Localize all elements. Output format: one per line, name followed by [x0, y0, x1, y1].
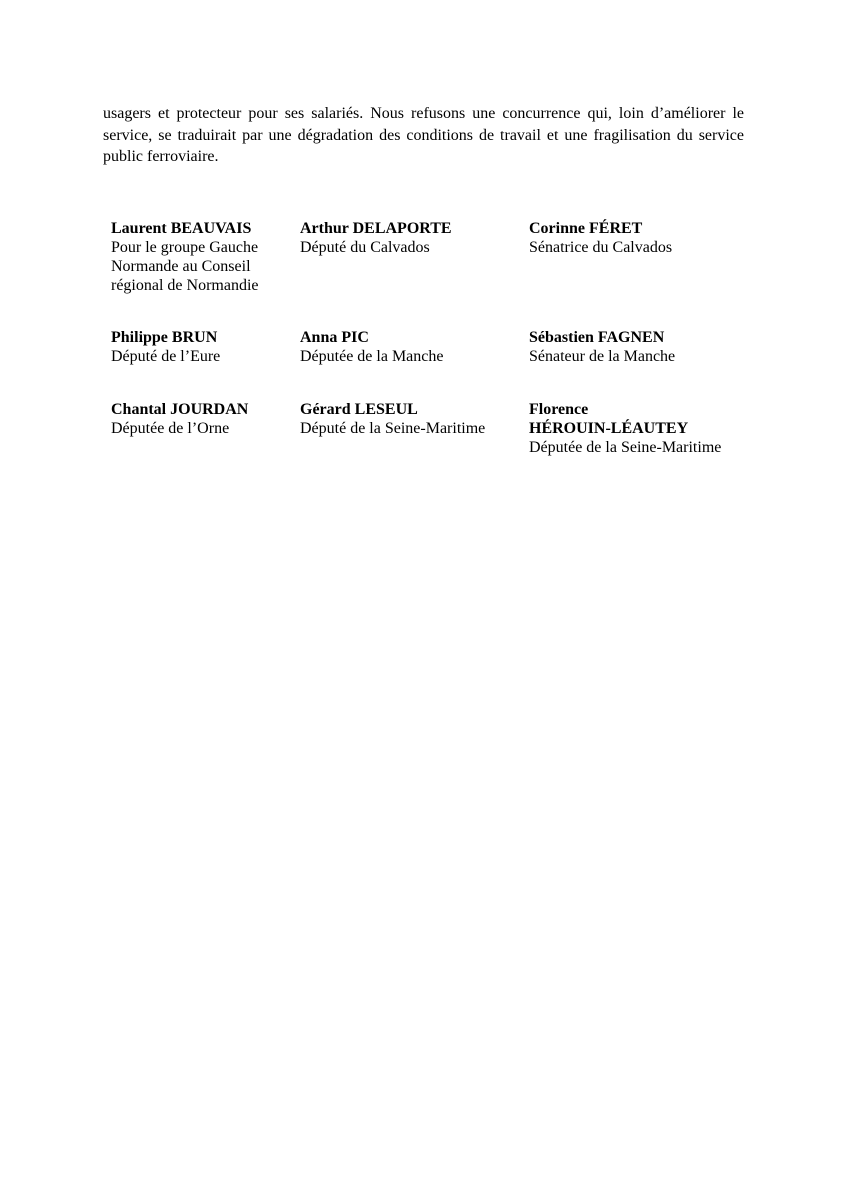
signatory-name: Arthur DELAPORTE [300, 220, 452, 237]
signatory-laurent-beauvais [111, 219, 286, 295]
body-paragraph: usagers et protecteur pour ses salariés. Nous refusons une concurrence qui, loin d’améliorer le service, se traduirait par une dégradation des conditions de travail et une fragilisation du service public ferroviaire. [103, 105, 744, 165]
signatory-name: Chantal JOURDAN [111, 401, 249, 418]
signatory-role: Pour le groupe Gauche Normande au Conseil régional de Normandie [111, 239, 259, 294]
signatory-florence-herouin-leautey [529, 400, 744, 457]
signatory-role: Députée de la Seine-Maritime [529, 439, 722, 456]
signatory-philippe-brun [111, 328, 286, 366]
signatory-gerard-leseul [300, 400, 520, 438]
signatory-sebastien-fagnen [529, 328, 744, 366]
signatory-role: Sénateur de la Manche [529, 348, 676, 365]
signatory-corinne-feret [529, 219, 744, 257]
signatory-arthur-delaporte [300, 219, 520, 257]
signatory-role: Députée de la Manche [300, 348, 444, 365]
signatory-name: Sébastien FAGNEN [529, 329, 665, 346]
signatory-role: Député de l’Eure [111, 348, 221, 365]
signatory-name: Anna PIC [300, 329, 369, 346]
signatory-anna-pic [300, 328, 520, 366]
signatory-name: Florence HÉROUIN-LÉAUTEY [529, 401, 689, 437]
signatory-name: Laurent BEAUVAIS [111, 220, 252, 237]
signatory-role: Sénatrice du Calvados [529, 239, 673, 256]
signatory-role: Député du Calvados [300, 239, 430, 256]
signatory-name: Corinne FÉRET [529, 220, 643, 237]
signatory-name: Philippe BRUN [111, 329, 218, 346]
signatory-chantal-jourdan [111, 400, 286, 438]
signatory-role: Député de la Seine-Maritime [300, 420, 486, 437]
signatory-role: Députée de l’Orne [111, 420, 230, 437]
signatory-name: Gérard LESEUL [300, 401, 418, 418]
